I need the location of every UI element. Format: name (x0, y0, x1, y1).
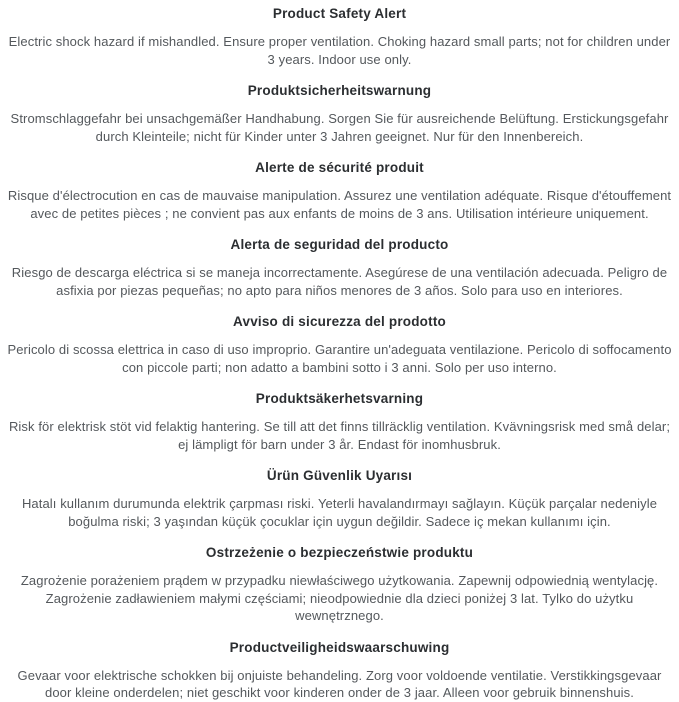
section-heading-turkish: Ürün Güvenlik Uyarısı (266, 468, 413, 483)
section-heading-polish: Ostrzeżenie o bezpieczeństwie produktu (205, 545, 474, 560)
section-body-italian: Pericolo di scossa elettrica in caso di uso improprio. Garantire un'adeguata ventilazione. Pericolo di soffocamento con piccole parti; non adatto a bambini sotto i 3 anni. Solo per uso interno. (7, 342, 672, 375)
safety-section-english (6, 5, 673, 68)
section-body-french: Risque d'électrocution en cas de mauvaise manipulation. Assurez une ventilation adéquate. Risque d'étouffement avec de petites pièces ; ne convient pas aux enfants de moins de 3 ans. Utilisation intérieure uniquement. (7, 188, 672, 221)
safety-section-swedish (6, 390, 673, 453)
section-heading-dutch: Productveiligheidswaarschuwing (229, 639, 450, 655)
section-body-english: Electric shock hazard if mishandled. Ensure proper ventilation. Choking hazard small parts; not for children under 3 years. Indoor use only. (8, 34, 671, 67)
section-heading-german: Produktsicherheitswarnung (247, 83, 432, 98)
section-heading-french: Alerte de sécurité produit (255, 160, 424, 175)
section-heading-italian: Avviso di sicurezza del prodotto (233, 314, 446, 329)
section-body-polish: Zagrożenie porażeniem prądem w przypadku niewłaściwego użytkowania. Zapewnij odpowiednią wentylację. Zagrożenie zadławieniem małymi częściami; nieodpowiednie dla dzieci poniżej 3 lat. Tylko do użytku wewnętrznego. (20, 573, 659, 623)
safety-section-italian (6, 313, 673, 376)
section-body-spanish: Riesgo de descarga eléctrica si se maneja incorrectamente. Asegúrese de una ventilación adecuada. Peligro de asfixia por piezas pequeñas; no apto para niños menores de 3 años. Solo para uso en interiores. (11, 265, 668, 298)
safety-section-dutch (6, 639, 673, 702)
safety-section-spanish (6, 236, 673, 299)
safety-section-polish (6, 544, 673, 625)
section-body-dutch: Gevaar voor elektrische schokken bij onjuiste behandeling. Zorg voor voldoende ventilatie. Verstikkingsgevaar door kleine onderdelen; niet geschikt voor kinderen onder de 3 jaar. Alleen voor gebruik binnenshuis. (17, 667, 662, 700)
section-body-german: Stromschlaggefahr bei unsachgemäßer Handhabung. Sorgen Sie für ausreichende Belüftung. Erstickungsgefahr durch Kleinteile; nicht für Kinder unter 3 Jahren geeignet. Nur für den Innenbereich. (10, 111, 669, 144)
section-heading-swedish: Produktsäkerhetsvarning (255, 391, 424, 406)
section-heading-english: Product Safety Alert (272, 6, 407, 21)
section-heading-spanish: Alerta de seguridad del producto (230, 237, 449, 252)
safety-section-turkish (6, 467, 673, 530)
safety-section-german (6, 82, 673, 145)
section-body-turkish: Hatalı kullanım durumunda elektrik çarpması riski. Yeterli havalandırmayı sağlayın. Küçük parçalar nedeniyle boğulma riski; 3 yaşından küçük çocuklar için uygun değildir. Sadece iç mekan kullanımı için. (21, 496, 658, 529)
section-body-swedish: Risk för elektrisk stöt vid felaktig hantering. Se till att det finns tillräcklig ventilation. Kvävningsrisk med små delar; ej lämpligt för barn under 3 år. Endast för inomhusbruk. (8, 419, 671, 452)
safety-section-french (6, 159, 673, 222)
